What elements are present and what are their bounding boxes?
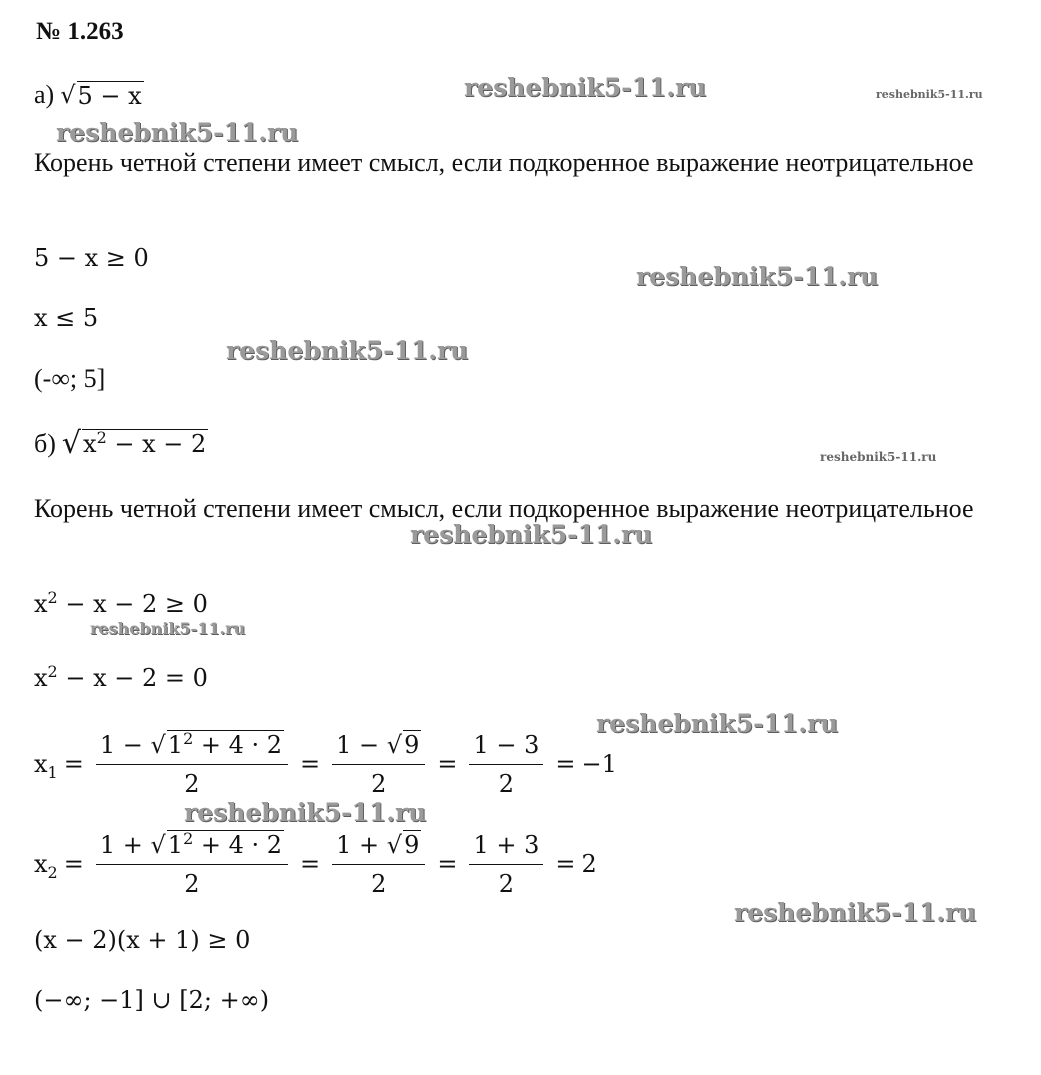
- watermark: reshebnik5-11.ru: [184, 798, 427, 827]
- x2-var: $x_2$: [34, 850, 58, 882]
- part-a-expression: [34, 80, 144, 110]
- watermark: reshebnik5-11.ru: [876, 88, 983, 101]
- x2-fraction-2: $\frac{1 + √9}{2}$: [332, 830, 425, 898]
- part-a-step-1: 5 − x ≥ 0: [34, 244, 149, 272]
- x1-fraction-3: $\frac{1 - 3}{2}$: [469, 731, 543, 798]
- watermark: reshebnik5-11.ru: [56, 118, 299, 147]
- watermark: reshebnik5-11.ru: [636, 262, 879, 291]
- part-b-factored: (x − 2)(x + 1) ≥ 0: [34, 926, 251, 954]
- root-x1-formula: $x_1$ = $\frac{1 - √1^2 + 4 \cdot 2}{2}$ = $\frac{1 - √9}{2}$ = $\frac{1 - 3}{2}$ = −1: [34, 729, 617, 798]
- watermark: reshebnik5-11.ru: [410, 520, 653, 549]
- part-b-equation: $x^2 - x - 2 = 0$: [34, 662, 208, 692]
- part-a-explanation: Корень четной степени имеет смысл, если подкоренное выражение неотрицательное: [34, 148, 974, 177]
- x2-fraction-1: $\frac{1 + √1^2 + 4 \cdot 2}{2}$: [96, 830, 288, 898]
- watermark: reshebnik5-11.ru: [596, 709, 839, 738]
- watermark: reshebnik5-11.ru: [464, 73, 707, 102]
- part-b-explanation: Корень четной степени имеет смысл, если подкоренное выражение неотрицательное: [34, 494, 974, 523]
- part-b-label: б): [34, 428, 56, 458]
- part-b-inequality: $x^2 - x - 2 \ge 0$: [34, 588, 208, 618]
- x2-fraction-3: $\frac{1 + 3}{2}$: [469, 831, 543, 898]
- part-a-label: а): [34, 80, 55, 109]
- x1-var: $x_1$: [34, 750, 58, 782]
- part-b-expression: [34, 426, 208, 461]
- sqrt-symbol: √: [60, 81, 76, 109]
- watermark: reshebnik5-11.ru: [734, 898, 977, 927]
- watermark: reshebnik5-11.ru: [820, 450, 937, 464]
- problem-title: № 1.263: [36, 18, 124, 45]
- x2-result: 2: [581, 850, 597, 878]
- part-a-radicand: 5 − x: [77, 81, 142, 110]
- part-b-radicand: $x^2 - x - 2$: [83, 428, 207, 458]
- root-x2-formula: $x_2$ = $\frac{1 + √1^2 + 4 \cdot 2}{2}$ = $\frac{1 + √9}{2}$ = $\frac{1 + 3}{2}$ = 2: [34, 829, 597, 898]
- watermark: reshebnik5-11.ru: [90, 619, 246, 638]
- part-a-answer: (-∞; 5]: [34, 364, 106, 393]
- x1-fraction-1: $\frac{1 - √1^2 + 4 \cdot 2}{2}$: [96, 730, 288, 798]
- sqrt-symbol: √: [61, 426, 82, 461]
- watermark: reshebnik5-11.ru: [226, 336, 469, 365]
- x1-fraction-2: $\frac{1 - √9}{2}$: [332, 730, 425, 798]
- part-a-step-2: x ≤ 5: [34, 304, 99, 332]
- part-b-answer: (−∞; −1] ∪ [2; +∞): [34, 986, 270, 1014]
- x1-result: −1: [581, 750, 617, 778]
